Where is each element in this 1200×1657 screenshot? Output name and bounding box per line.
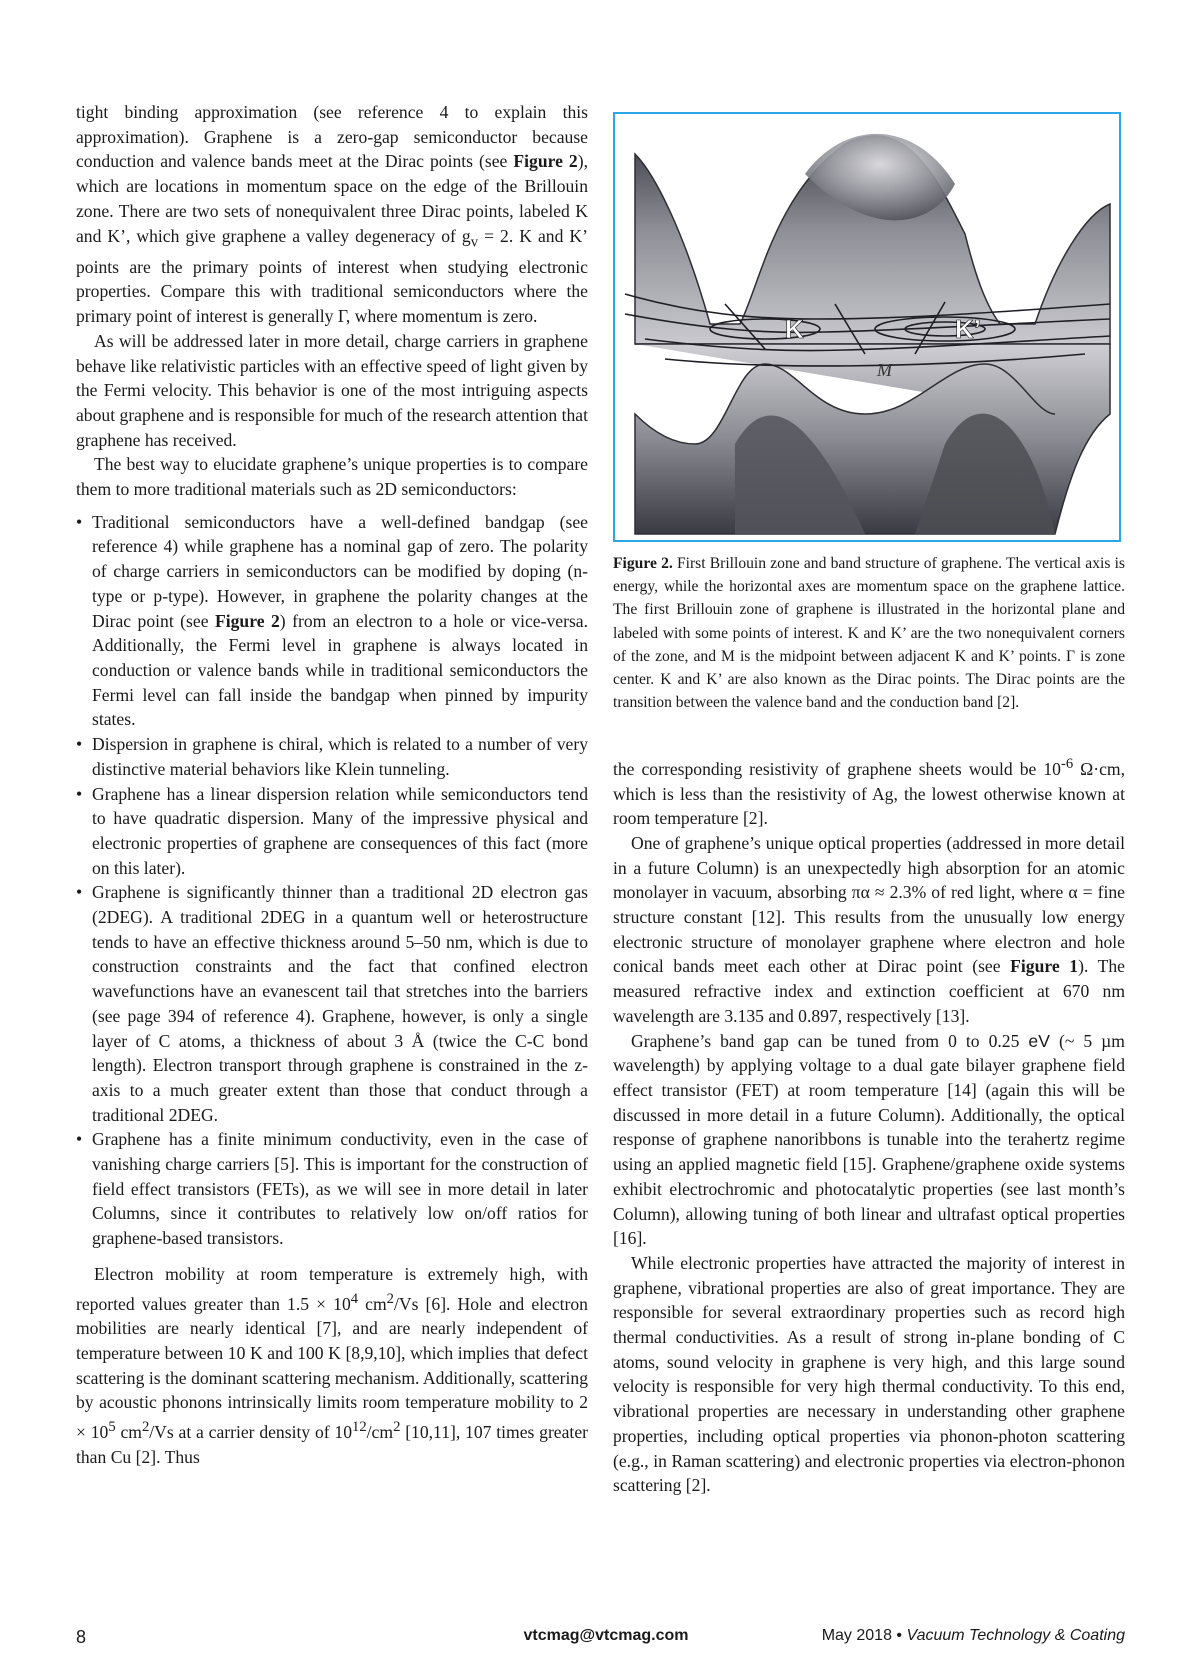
page-number: 8	[76, 1627, 87, 1647]
paragraph-charge-carriers: As will be addressed later in more detail, charge carriers in graphene behave like relativistic particles with an effective speed of light given by the Fermi velocity. This behavior is one of the most intriguing aspects about graphene and is responsible for much of the research attention that graphene has received.	[76, 330, 588, 450]
comparison-bullet-list	[76, 510, 588, 1251]
figure-2-reference: Figure 2	[214, 610, 280, 631]
band-structure-illustration	[615, 114, 1119, 540]
right-column	[613, 752, 1125, 1498]
list-item: • Graphene is significantly thinner than a traditional 2D electron gas (2DEG). A traditional 2DEG in a quantum well or heterostructure tends to have an effective thickness around 5–50 nm, which is due to construction constraints and the fact that confined electron wavefunctions have an evanescent tail that stretches into the barriers (see page 394 of reference 4). Graphene, however, is only a single layer of C atoms, a thickness of about 3 Å (twice the C-C bond length). Electron transport through graphene is constrained in the z-axis to a much greater extent than those that conduct through a traditional 2DEG.	[76, 880, 588, 1127]
paragraph-optical-properties: One of graphene’s unique optical properties (addressed in more detail in a future Column) is an unexpectedly high absorption for an atomic monolayer in vacuum, absorbing πα ≈ 2.3% of red light, where α = fine structure constant [12]. This results from the unusually low energy electronic structure of monolayer graphene where electron and hole conical bands meet each other at Dirac point (see Figure 1). The measured refractive index and extinction coefficient at 670 nm wavelength are 3.135 and 0.897, respectively [13].	[613, 832, 1125, 1026]
point-label-kprime: K’	[955, 314, 981, 344]
page-footer	[76, 1627, 1125, 1651]
point-label-k: K	[785, 314, 804, 344]
figure-2-band-structure	[613, 112, 1121, 542]
paragraph-band-gap: Graphene’s band gap can be tuned from 0 to 0.25 eV (~ 5 µm wavelength) by applying voltage to a dual gate bilayer graphene field effect transistor (FET) at room temperature [14] (again this will be discussed in more detail in a future Column). Additionally, the optical response of graphene nanoribbons is tunable into the terahertz regime using an applied magnetic field [15]. Graphene/graphene oxide systems exhibit electrochromic and photocatalytic properties (see last month’s Column), allowing tuning of both linear and ultrafast optical properties [16].	[613, 1030, 1125, 1249]
point-label-m: M	[877, 360, 892, 380]
figure-2-reference: Figure 2	[513, 151, 578, 172]
left-column	[76, 100, 588, 1469]
list-item: • Dispersion in graphene is chiral, which is related to a number of very distinctive material behaviors like Klein tunneling.	[76, 732, 588, 781]
list-item: • Graphene has a finite minimum conductivity, even in the case of vanishing charge carriers [5]. This is important for the construction of field effect transistors (FETs), as we will see in more detail in later Columns, since it contributes to relatively low on/off ratios for graphene-based transistors.	[76, 1127, 588, 1251]
footer-email: vtcmag@vtcmag.com	[523, 1627, 689, 1644]
paragraph-resistivity: the corresponding resistivity of graphene sheets would be $10^{-6}$ Ω·cm, which is less than the resistivity of Ag, the lowest otherwise known at room temperature [2].	[613, 756, 1125, 829]
publication-title: Vacuum Technology & Coating	[906, 1627, 1125, 1644]
caption-label: Figure 2.	[613, 555, 673, 572]
list-item: • Graphene has a linear dispersion relation while semiconductors tend to have quadratic dispersion. Many of the impressive physical and electronic properties of graphene are consequences of this fact (more on this later).	[76, 782, 588, 881]
figure-2-caption: Figure 2. First Brillouin zone and band structure of graphene. The vertical axis is energy, while the horizontal axes are momentum space on the graphene lattice. The first Brillouin zone of graphene is illustrated in the horizontal plane and labeled with some points of interest. K and K’ are the two nonequivalent corners of the zone, and M is the midpoint between adjacent K and K’ points. Γ is zone center. K and K’ are also known as the Dirac points. The Dirac points are the transition between the valence band and the conduction band [2].	[613, 555, 1126, 712]
footer-publication-info: May 2018 • Vacuum Technology & Coating	[821, 1627, 1125, 1644]
paragraph-electron-mobility: Electron mobility at room temperature is extremely high, with reported values greater than $1.5 \times 10^4$ $cm^2/Vs$ [6]. Hole and electron mobilities are nearly identical [7], and are nearly independent of temperature between 10 K and 100 K [8,9,10], which implies that defect scattering is the dominant scattering mechanism. Additionally, scattering by acoustic phonons intrinsically limits room temperature mobility to $2 \times 10^5$ $cm^2/Vs$ at a carrier density of $10^{12}/cm^2$ [10,11], 107 times greater than Cu [2]. Thus	[76, 1263, 588, 1467]
list-item: • Traditional semiconductors have a well-defined bandgap (see reference 4) while graphene has a nominal gap of zero. The polarity of charge carriers in semiconductors can be modified by doping (n-type or p-type). However, in graphene the polarity changes at the Dirac point (see Figure 2) from an electron to a hole or vice-versa. Additionally, the Fermi level in graphene is always located in conduction or valence bands while in traditional semiconductors the Fermi level can fall inside the bandgap when pinned by impurity states.	[76, 510, 588, 732]
paragraph-dirac-points: tight binding approximation (see reference 4 to explain this approximation). Graphene is a zero-gap semiconductor because conduction and valence bands meet at the Dirac points (see Figure 2), which are locations in momentum space on the edge of the Brillouin zone. There are two sets of nonequivalent three Dirac points, labeled K and K’, which give graphene a valley degeneracy of $g_v = 2$. K and K’ points are the primary points of interest when studying electronic properties. Compare this with traditional semiconductors where the primary point of interest is generally Γ, where momentum is zero.	[76, 102, 588, 327]
figure-1-reference: Figure 1	[1010, 956, 1079, 977]
paragraph-vibrational-properties: While electronic properties have attracted the majority of interest in graphene, vibrational properties are also of great importance. They are responsible for several extraordinary properties such as record high thermal conductivities. As a result of strong in-plane bonding of C atoms, sound velocity in graphene is very high, and this large sound velocity is responsible for very high thermal conductivity. To this end, vibrational properties are necessary in understanding other graphene properties, including optical properties via phonon-photon scattering (e.g., in Raman scattering) and electronic properties via electron-phonon scattering [2].	[613, 1252, 1125, 1496]
paragraph-compare-intro: The best way to elucidate graphene’s unique properties is to compare them to more traditional materials such as 2D semiconductors:	[76, 454, 588, 500]
